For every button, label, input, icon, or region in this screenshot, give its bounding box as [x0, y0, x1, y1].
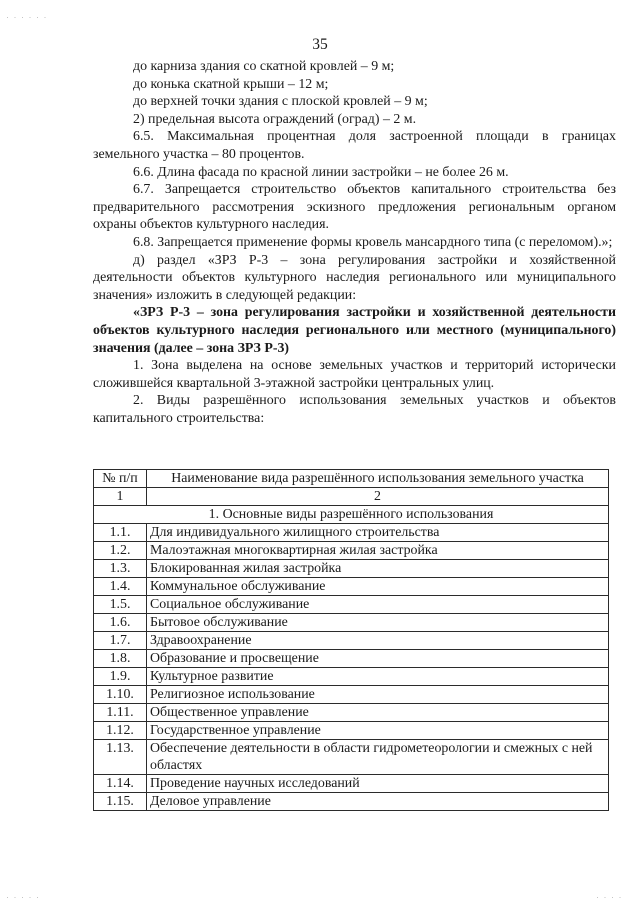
scan-edge-mark: · · · · · ·	[6, 12, 48, 22]
row-number: 1.15.	[94, 793, 147, 811]
row-name: Образование и просвещение	[147, 650, 609, 668]
row-number: 1.11.	[94, 704, 147, 722]
row-number: 1.10.	[94, 686, 147, 704]
row-name: Деловое управление	[147, 793, 609, 811]
table-section-row	[94, 506, 609, 524]
table-row	[94, 704, 609, 722]
row-name: Блокированная жилая застройка	[147, 560, 609, 578]
row-name: Социальное обслуживание	[147, 596, 609, 614]
table-column-numbers-row	[94, 488, 609, 506]
row-number: 1.1.	[94, 524, 147, 542]
table-row	[94, 560, 609, 578]
paragraph: 6.5. Максимальная процентная доля застроенной площади в границах земельного участка – 80 процентов.	[93, 129, 616, 162]
paragraph: 6.8. Запрещается применение формы кровель мансардного типа (с переломом).»;	[133, 234, 613, 250]
row-name: Проведение научных исследований	[147, 775, 609, 793]
table-row	[94, 632, 609, 650]
scan-edge-mark: · · · ·	[596, 892, 623, 902]
row-number: 1.6.	[94, 614, 147, 632]
column-number-1: 1	[94, 488, 147, 506]
paragraph: 1. Зона выделена на основе земельных участков и территорий исторически сложившейся квартальной 3-этажной застройки центральных улиц.	[93, 358, 616, 391]
row-number: 1.7.	[94, 632, 147, 650]
page-number: 35	[312, 36, 328, 53]
row-name: Государственное управление	[147, 722, 609, 740]
table-row	[94, 524, 609, 542]
row-name: Здравоохранение	[147, 632, 609, 650]
row-number: 1.3.	[94, 560, 147, 578]
paragraph: 2. Виды разрешённого использования земельных участков и объектов капитального строительства:	[93, 393, 616, 426]
table-rows	[94, 524, 609, 811]
paragraph: 2) предельная высота ограждений (оград) – 2 м.	[133, 111, 417, 127]
row-number: 1.14.	[94, 775, 147, 793]
header-num: № п/п	[94, 470, 147, 488]
body-text	[93, 58, 616, 427]
row-name: Малоэтажная многоквартирная жилая застройка	[147, 542, 609, 560]
section-title: 1. Основные виды разрешённого использования	[94, 506, 609, 524]
paragraph: до верхней точки здания с плоской кровлей – 9 м;	[133, 94, 428, 110]
paragraph: 6.6. Длина фасада по красной линии застройки – не более 26 м.	[133, 164, 509, 180]
row-name: Бытовое обслуживание	[147, 614, 609, 632]
scan-edge-mark: · · · · ·	[6, 892, 40, 902]
table-row	[94, 740, 609, 775]
row-name: Обеспечение деятельности в области гидрометеорологии и смежных с ней областях	[147, 740, 609, 775]
row-number: 1.13.	[94, 740, 147, 775]
section-heading: «ЗРЗ Р-3 – зона регулирования застройки и хозяйственной деятельности объектов культурного наследия регионального или местного (муниципального) значения (далее – зона ЗРЗ Р-3)	[93, 305, 616, 356]
land-use-table	[93, 469, 609, 811]
row-name: Для индивидуального жилищного строительства	[147, 524, 609, 542]
table-row	[94, 668, 609, 686]
row-number: 1.12.	[94, 722, 147, 740]
row-number: 1.2.	[94, 542, 147, 560]
paragraph: 6.7. Запрещается строительство объектов капитального строительства без предварительного рассмотрения эскизного предложения региональным органом охраны объектов культурного наследия.	[93, 182, 616, 233]
table-row	[94, 793, 609, 811]
paragraph: до карниза здания со скатной кровлей – 9 м;	[133, 59, 395, 74]
table-row	[94, 722, 609, 740]
table-row	[94, 542, 609, 560]
header-name: Наименование вида разрешённого использования земельного участка	[147, 470, 609, 488]
table-row	[94, 614, 609, 632]
table-row	[94, 596, 609, 614]
table-row	[94, 775, 609, 793]
table-row	[94, 650, 609, 668]
row-name: Культурное развитие	[147, 668, 609, 686]
row-number: 1.8.	[94, 650, 147, 668]
table-row	[94, 686, 609, 704]
paragraph: д) раздел «ЗРЗ Р-3 – зона регулирования застройки и хозяйственной деятельности объектов культурного наследия регионального или муниципального значения» изложить в следующей редакции:	[93, 252, 616, 303]
row-name: Религиозное использование	[147, 686, 609, 704]
table-header-row	[94, 470, 609, 488]
row-number: 1.4.	[94, 578, 147, 596]
paragraph: до конька скатной крыши – 12 м;	[133, 76, 329, 92]
row-number: 1.9.	[94, 668, 147, 686]
row-number: 1.5.	[94, 596, 147, 614]
row-name: Коммунальное обслуживание	[147, 578, 609, 596]
table-row	[94, 578, 609, 596]
row-name: Общественное управление	[147, 704, 609, 722]
column-number-2: 2	[147, 488, 609, 506]
